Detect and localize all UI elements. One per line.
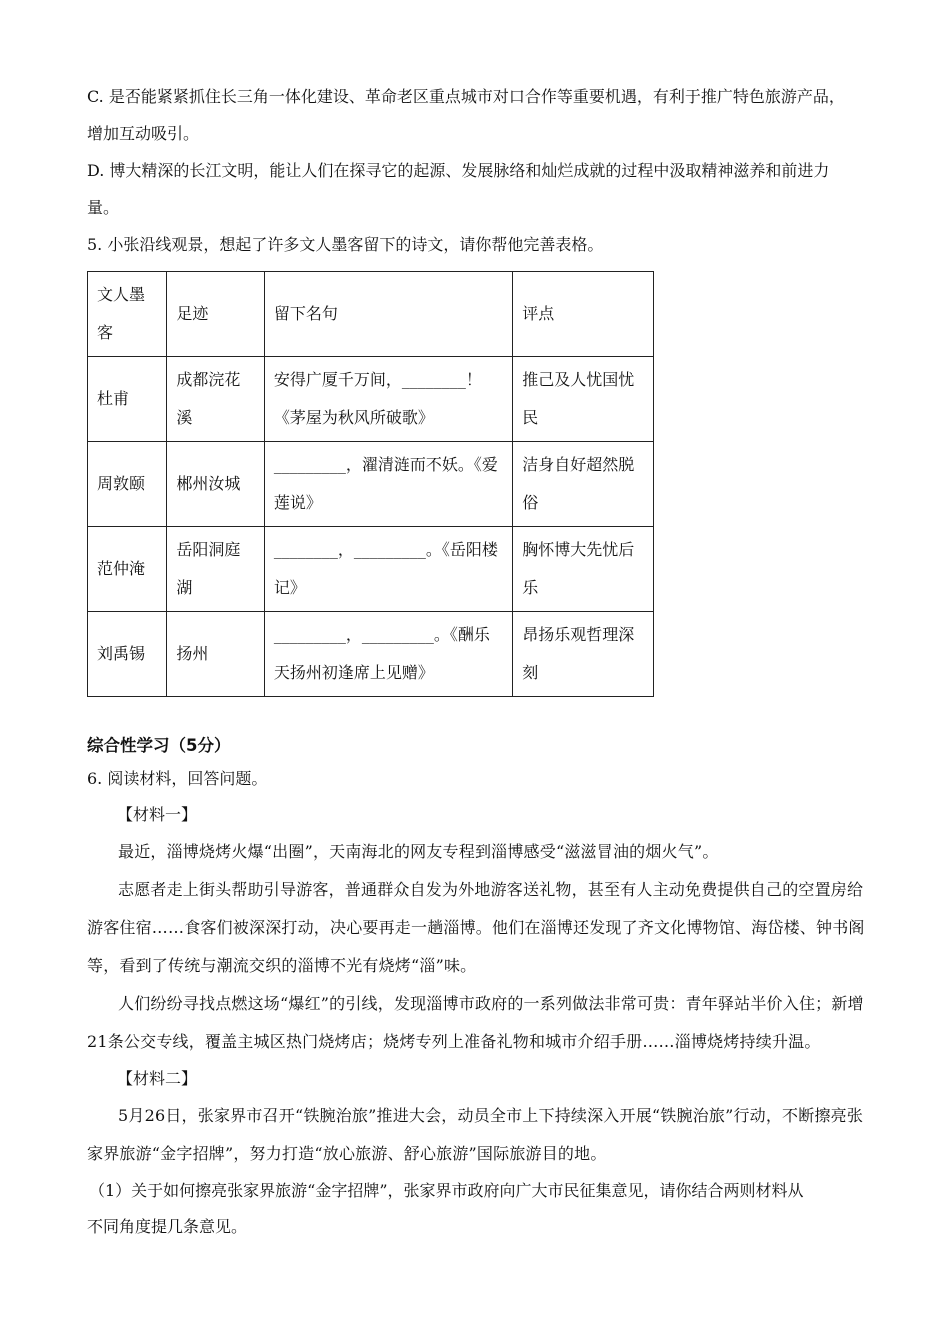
- cell-poet: 杜甫: [88, 357, 167, 442]
- table-row: [88, 612, 654, 697]
- header-comment: 评点: [513, 272, 654, 357]
- material-2-heading: 【材料二】: [117, 1069, 198, 1088]
- sub-question-1-line1: （1）关于如何擦亮张家界旅游“金字招牌”，张家界市政府向广大市民征集意见，请你结合两则材料从: [89, 1181, 804, 1200]
- sub-question-1-line2: 不同角度提几条意见。: [87, 1217, 248, 1236]
- cell-quote: _________，_________。《酬乐天扬州初逢席上见赠》: [264, 612, 512, 697]
- cell-comment: 昂扬乐观哲理深刻: [513, 612, 654, 697]
- material-1-heading: 【材料一】: [117, 805, 198, 824]
- material-2-paragraph-1: 5月26日，张家界市召开“铁腕治旅”推进大会，动员全市上下持续深入开展“铁腕治旅”行动，不断擦亮张家界旅游“金字招牌”，努力打造“放心旅游、舒心旅游”国际旅游目的地。: [87, 1106, 864, 1163]
- option-c-line2: 增加互动吸引。: [87, 124, 200, 143]
- header-place: 足迹: [167, 272, 265, 357]
- cell-quote: _________，濯清涟而不妖。《爱莲说》: [264, 442, 512, 527]
- cell-comment: 胸怀博大先忧后乐: [513, 527, 654, 612]
- cell-place: 扬州: [167, 612, 265, 697]
- table-row: [88, 527, 654, 612]
- header-quote: 留下名句: [264, 272, 512, 357]
- cell-place: 岳阳洞庭湖: [167, 527, 265, 612]
- option-d-line2: 量。: [87, 198, 120, 217]
- option-d-line1: D. 博大精深的长江文明，能让人们在探寻它的起源、发展脉络和灿烂成就的过程中汲取精神滋养和前进力: [87, 161, 830, 180]
- material-1-paragraph-3: 人们纷纷寻找点燃这场“爆红”的引线，发现淄博市政府的一系列做法非常可贵：青年驿站半价入住；新增21条公交专线，覆盖主城区热门烧烤店；烧烤专列上准备礼物和城市介绍手册……淄博烧烤持续升温。: [87, 994, 864, 1051]
- material-1-paragraph-1: 最近，淄博烧烤火爆“出圈”，天南海北的网友专程到淄博感受“滋滋冒油的烟火气”。: [118, 842, 719, 861]
- cell-comment: 洁身自好超然脱俗: [513, 442, 654, 527]
- table-row: [88, 357, 654, 442]
- question-6-prompt: 6. 阅读材料，回答问题。: [87, 769, 268, 788]
- material-1-paragraph-2: 志愿者走上街头帮助引导游客，普通群众自发为外地游客送礼物，甚至有人主动免费提供自己的空置房给游客住宿……食客们被深深打动，决心要再走一趟淄博。他们在淄博还发现了齐文化博物馆、海岱楼、钟书阁等，看到了传统与潮流交织的淄博不光有烧烤“淄”味。: [87, 880, 865, 975]
- option-c-line1: C. 是否能紧紧抓住长三角一体化建设、革命老区重点城市对口合作等重要机遇，有利于推广特色旅游产品，: [87, 87, 845, 106]
- table-row: [88, 442, 654, 527]
- cell-quote: ________，_________。《岳阳楼记》: [264, 527, 512, 612]
- header-poet: 文人墨客: [88, 272, 167, 357]
- cell-place: 郴州汝城: [167, 442, 265, 527]
- document-page: [87, 78, 877, 1245]
- cell-poet: 范仲淹: [88, 527, 167, 612]
- question-5-prompt: 5. 小张沿线观景，想起了许多文人墨客留下的诗文，请你帮他完善表格。: [87, 235, 604, 254]
- cell-quote: 安得广厦千万间，________！《茅屋为秋风所破歌》: [264, 357, 512, 442]
- table-header-row: [88, 272, 654, 357]
- cell-poet: 刘禹锡: [88, 612, 167, 697]
- section-title: 综合性学习（5分）: [87, 736, 231, 755]
- poets-table: [87, 271, 654, 697]
- cell-comment: 推己及人忧国忧民: [513, 357, 654, 442]
- cell-place: 成都浣花溪: [167, 357, 265, 442]
- cell-poet: 周敦颐: [88, 442, 167, 527]
